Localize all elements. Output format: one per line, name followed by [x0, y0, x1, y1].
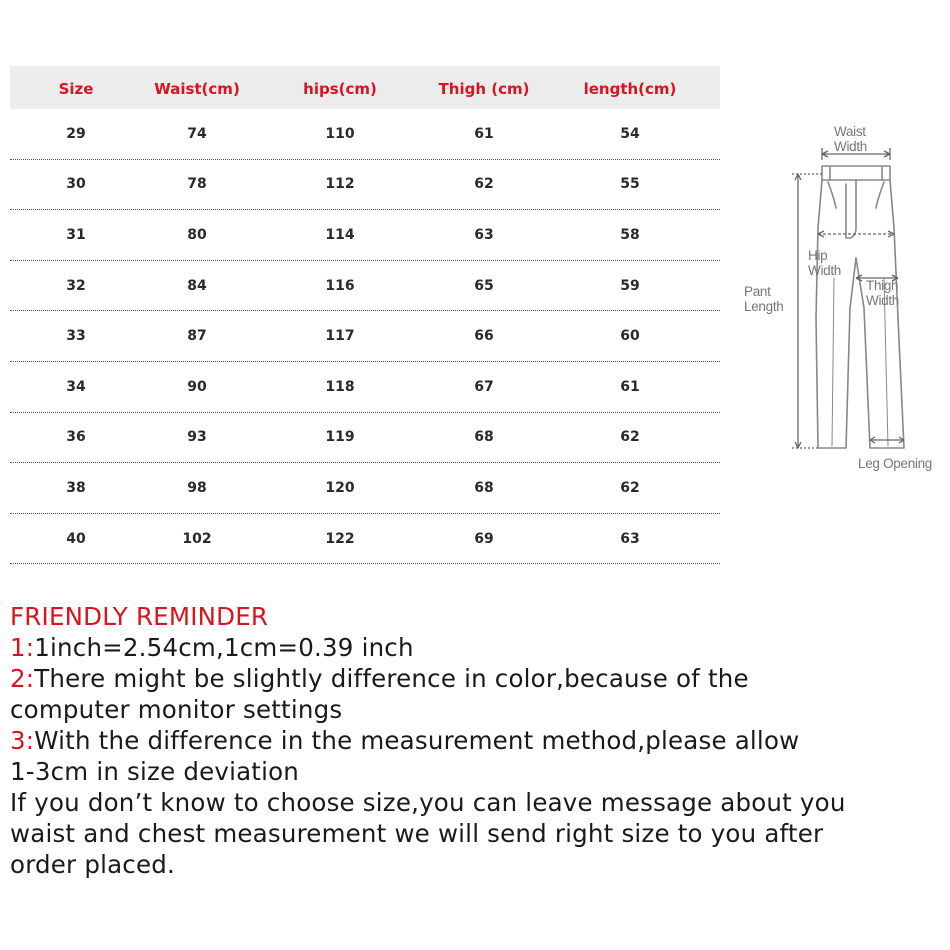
- cell-size: 30: [66, 176, 86, 193]
- reminder-item-1-number: 1:: [10, 633, 35, 662]
- table-row: [10, 261, 720, 312]
- diagram-thigh-label-line1: Thigh: [866, 278, 899, 293]
- diagram-hip-label-line2: Width: [808, 263, 842, 278]
- cell-thigh: 63: [474, 226, 494, 243]
- diagram-waist-label-line2: Width: [834, 139, 868, 154]
- header-hips: hips(cm): [303, 79, 377, 98]
- cell-size: 31: [66, 226, 86, 243]
- cell-length: 54: [620, 125, 640, 142]
- cell-thigh: 69: [474, 530, 494, 547]
- cell-length: 59: [620, 277, 640, 294]
- diagram-waist-label-line1: Waist: [834, 124, 866, 139]
- cell-size: 36: [66, 429, 86, 446]
- cell-waist: 74: [187, 125, 207, 142]
- cell-waist: 80: [187, 226, 207, 243]
- diagram-label-pant-length: [744, 284, 784, 314]
- table-row: [10, 210, 720, 261]
- header-length: length(cm): [583, 79, 677, 98]
- pants-measurement-diagram: [738, 118, 950, 480]
- diagram-length-label-line1: Pant: [744, 284, 771, 299]
- table-row: [10, 362, 720, 413]
- diagram-length-label-line2: Length: [744, 299, 784, 314]
- table-row: [10, 311, 720, 362]
- reminder-note-line1: If you don’t know to choose size,you can leave message about you: [10, 788, 846, 817]
- reminder-item-2-text-line2: computer monitor settings: [10, 695, 343, 724]
- cell-size: 33: [66, 328, 86, 345]
- cell-hips: 117: [325, 328, 355, 345]
- reminder-item-2: [10, 663, 945, 694]
- cell-waist: 84: [187, 277, 207, 294]
- diagram-hip-label-line1: Hip: [808, 248, 828, 263]
- cell-size: 29: [66, 125, 86, 142]
- reminder-note-line3: order placed.: [10, 850, 175, 879]
- cell-length: 61: [620, 378, 640, 395]
- reminder-item-3-text-line1: With the difference in the measurement method,please allow: [34, 726, 800, 755]
- header-thigh: Thigh (cm): [438, 79, 530, 98]
- cell-hips: 118: [325, 378, 355, 395]
- cell-hips: 122: [325, 530, 355, 547]
- table-header-row: [10, 66, 720, 109]
- reminder-item-3-text-line2: 1-3cm in size deviation: [10, 757, 300, 786]
- cell-hips: 116: [325, 277, 355, 294]
- cell-waist: 90: [187, 378, 207, 395]
- cell-thigh: 65: [474, 277, 494, 294]
- diagram-thigh-label-line2: Width: [866, 293, 900, 308]
- size-chart-table: [10, 66, 720, 564]
- diagram-label-leg-opening: Leg Opening: [858, 456, 933, 471]
- diagram-label-hip-width: [808, 248, 841, 278]
- cell-length: 62: [620, 429, 640, 446]
- header-waist: Waist(cm): [154, 79, 240, 98]
- cell-thigh: 68: [474, 429, 494, 446]
- table-row: [10, 109, 720, 160]
- cell-hips: 119: [325, 429, 355, 446]
- cell-thigh: 61: [474, 125, 494, 142]
- table-row: [10, 160, 720, 211]
- cell-size: 38: [66, 479, 86, 496]
- reminder-item-2-number: 2:: [10, 664, 35, 693]
- cell-hips: 110: [325, 125, 355, 142]
- diagram-label-waist-width: [834, 124, 867, 154]
- table-row: [10, 413, 720, 464]
- reminder-item-3-number: 3:: [10, 726, 35, 755]
- cell-thigh: 68: [474, 479, 494, 496]
- cell-thigh: 62: [474, 176, 494, 193]
- cell-length: 63: [620, 530, 640, 547]
- reminder-item-2-text-line1: There might be slightly difference in color,because of the: [34, 664, 749, 693]
- reminder-item-1: [10, 632, 945, 663]
- cell-size: 32: [66, 277, 86, 294]
- friendly-reminder-section: [10, 601, 945, 880]
- cell-size: 40: [66, 530, 86, 547]
- cell-thigh: 67: [474, 378, 494, 395]
- table-row: [10, 514, 720, 565]
- reminder-note-line2: waist and chest measurement we will send right size to you after: [10, 819, 824, 848]
- cell-waist: 93: [187, 429, 207, 446]
- reminder-item-1-text: 1inch=2.54cm,1cm=0.39 inch: [34, 633, 414, 662]
- reminder-title: FRIENDLY REMINDER: [10, 602, 269, 631]
- diagram-label-thigh-width: [866, 278, 899, 308]
- cell-size: 34: [66, 378, 86, 395]
- table-row: [10, 463, 720, 514]
- header-size: Size: [58, 79, 94, 98]
- reminder-item-3: [10, 725, 945, 756]
- cell-thigh: 66: [474, 328, 494, 345]
- cell-length: 62: [620, 479, 640, 496]
- cell-length: 60: [620, 328, 640, 345]
- cell-length: 58: [620, 226, 640, 243]
- cell-waist: 78: [187, 176, 207, 193]
- cell-hips: 114: [325, 226, 355, 243]
- cell-waist: 87: [187, 328, 207, 345]
- table-body: [10, 109, 720, 564]
- cell-hips: 120: [325, 479, 355, 496]
- cell-hips: 112: [325, 176, 355, 193]
- cell-waist: 102: [182, 530, 212, 547]
- cell-waist: 98: [187, 479, 207, 496]
- cell-length: 55: [620, 176, 640, 193]
